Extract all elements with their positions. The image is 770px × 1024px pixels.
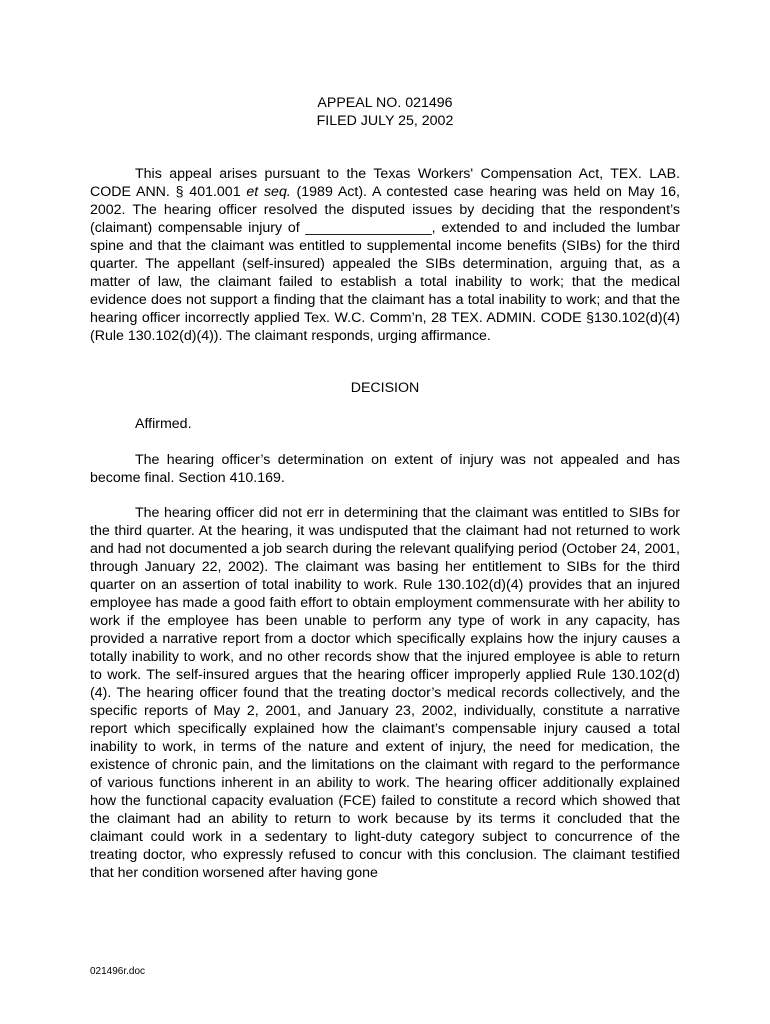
intro-text-part1: This appeal arises pursuant to the Texas Workers' Compensation Act, TEX. LAB. CODE ANN. § 401.001 <box>90 166 680 200</box>
appeal-number: APPEAL NO. 021496 <box>317 95 453 111</box>
document-header <box>0 94 770 130</box>
intro-paragraph <box>90 165 680 345</box>
affirmed-text: Affirmed. <box>135 416 192 432</box>
file-name-footer: 021496r.doc <box>90 966 146 977</box>
filed-date: FILED JULY 25, 2002 <box>316 113 454 129</box>
sibs-paragraph: The hearing officer did not err in determining that the claimant was entitled to SIBs for the third quarter. At the hearing, it was undisputed that the claimant had not returned to work and had not documented a job search during the relevant qualifying period (October 24, 2001, through January 22, 2002). The claimant was basing her entitlement to SIBs for the third quarter on an assertion of total inability to work. Rule 130.102(d)(4) provides that an injured employee has made a good faith effort to obtain employment commensurate with her ability to work if the employee has been unable to perform any type of work in any capacity, has provided a narrative report from a doctor which specifically explains how the injury causes a totally inability to work, and no other records show that the injured employee is able to return to work. The self-insured argues that the hearing officer improperly applied Rule 130.102(d)(4). The hearing officer found that the treating doctor’s medical records collectively, and the specific reports of May 2, 2001, and January 23, 2002, individually, constitute a narrative report which specifically explained how the claimant’s compensable injury caused a total inability to work, in terms of the nature and extent of injury, the need for medication, the existence of chronic pain, and the limitations on the claimant with regard to the performance of various functions inherent in an ability to work. The hearing officer additionally explained how the functional capacity evaluation (FCE) failed to constitute a record which showed that the claimant had an ability to return to work because by its terms it concluded that the claimant could work in a sedentary to light-duty category subject to concurrence of the treating doctor, who expressly refused to concur with this conclusion. The claimant testified that her condition worsened after having gone <box>90 505 680 881</box>
intro-text-part2: (1989 Act). A contested case hearing was held on May 16, 2002. The hearing officer resolved the disputed issues by deciding that the respondent’s (claimant) compensable injury of ________________, extended to and included the lumbar spine and that the claimant was entitled to supplemental income benefits (SIBs) for the third quarter. The appellant (self-insured) appealed the SIBs determination, arguing that, as a matter of law, the claimant failed to establish a total inability to work; that the medical evidence does not support a finding that the claimant has a total inability to work; and that the hearing officer incorrectly applied Tex. W.C. Comm’n, 28 TEX. ADMIN. CODE §130.102(d)(4) (Rule 130.102(d)(4)). The claimant responds, urging affirmance. <box>90 184 680 344</box>
intro-text-italic: et seq. <box>246 184 291 200</box>
decision-heading: DECISION <box>350 380 420 396</box>
extent-paragraph: The hearing officer’s determination on extent of injury was not appealed and has become final. Section 410.169. <box>90 452 680 486</box>
